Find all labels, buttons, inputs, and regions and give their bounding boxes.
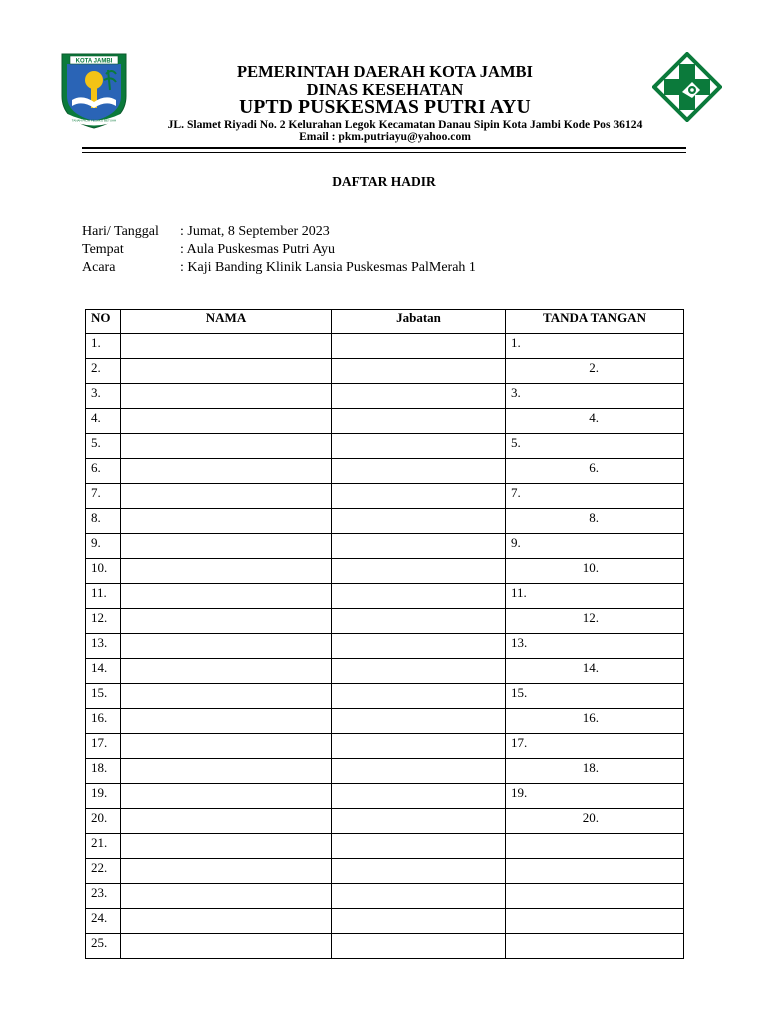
name-cell[interactable] bbox=[121, 509, 332, 534]
table-row bbox=[86, 659, 684, 684]
table-row bbox=[86, 684, 684, 709]
position-cell[interactable] bbox=[332, 884, 506, 909]
name-cell[interactable] bbox=[121, 484, 332, 509]
signature-cell[interactable]: 13. bbox=[506, 634, 684, 659]
name-cell[interactable] bbox=[121, 384, 332, 409]
signature-cell[interactable]: 4. bbox=[506, 409, 684, 434]
position-cell[interactable] bbox=[332, 584, 506, 609]
name-cell[interactable] bbox=[121, 459, 332, 484]
header-divider-thin bbox=[82, 152, 686, 153]
position-cell[interactable] bbox=[332, 334, 506, 359]
position-cell[interactable] bbox=[332, 759, 506, 784]
header-divider-thick bbox=[82, 147, 686, 149]
signature-cell[interactable]: 6. bbox=[506, 459, 684, 484]
table-row bbox=[86, 384, 684, 409]
row-number: 16. bbox=[86, 709, 121, 734]
kota-jambi-emblem-icon bbox=[58, 50, 130, 130]
signature-cell[interactable]: 20. bbox=[506, 809, 684, 834]
table-row bbox=[86, 609, 684, 634]
info-event-label: Acara bbox=[82, 260, 116, 275]
name-cell[interactable] bbox=[121, 859, 332, 884]
signature-cell[interactable] bbox=[506, 884, 684, 909]
name-cell[interactable] bbox=[121, 559, 332, 584]
row-number: 9. bbox=[86, 534, 121, 559]
signature-cell[interactable] bbox=[506, 909, 684, 934]
position-cell[interactable] bbox=[332, 859, 506, 884]
name-cell[interactable] bbox=[121, 934, 332, 959]
signature-cell[interactable]: 12. bbox=[506, 609, 684, 634]
table-row bbox=[86, 734, 684, 759]
signature-cell[interactable]: 14. bbox=[506, 659, 684, 684]
row-number: 6. bbox=[86, 459, 121, 484]
row-number: 8. bbox=[86, 509, 121, 534]
info-event-value: : Kaji Banding Klinik Lansia Puskesmas PalMerah 1 bbox=[180, 260, 476, 275]
position-cell[interactable] bbox=[332, 534, 506, 559]
header-no: NO bbox=[86, 310, 121, 334]
position-cell[interactable] bbox=[332, 459, 506, 484]
row-number: 23. bbox=[86, 884, 121, 909]
position-cell[interactable] bbox=[332, 709, 506, 734]
signature-cell[interactable] bbox=[506, 859, 684, 884]
name-cell[interactable] bbox=[121, 634, 332, 659]
table-row bbox=[86, 709, 684, 734]
name-cell[interactable] bbox=[121, 834, 332, 859]
header-signature: TANDA TANGAN bbox=[506, 310, 684, 334]
table-row bbox=[86, 584, 684, 609]
position-cell[interactable] bbox=[332, 609, 506, 634]
signature-cell[interactable]: 7. bbox=[506, 484, 684, 509]
position-cell[interactable] bbox=[332, 909, 506, 934]
signature-cell[interactable]: 5. bbox=[506, 434, 684, 459]
table-row bbox=[86, 534, 684, 559]
signature-cell[interactable]: 18. bbox=[506, 759, 684, 784]
header-department: DINAS KESEHATAN bbox=[306, 80, 464, 99]
position-cell[interactable] bbox=[332, 634, 506, 659]
table-row bbox=[86, 909, 684, 934]
name-cell[interactable] bbox=[121, 409, 332, 434]
name-cell[interactable] bbox=[121, 434, 332, 459]
header-name: NAMA bbox=[121, 310, 332, 334]
signature-cell[interactable] bbox=[506, 934, 684, 959]
table-row bbox=[86, 759, 684, 784]
table-row bbox=[86, 359, 684, 384]
name-cell[interactable] bbox=[121, 584, 332, 609]
signature-cell[interactable]: 1. bbox=[506, 334, 684, 359]
info-place-label: Tempat bbox=[82, 242, 124, 257]
row-number: 25. bbox=[86, 934, 121, 959]
position-cell[interactable] bbox=[332, 734, 506, 759]
name-cell[interactable] bbox=[121, 709, 332, 734]
position-cell[interactable] bbox=[332, 509, 506, 534]
table-row bbox=[86, 859, 684, 884]
row-number: 18. bbox=[86, 759, 121, 784]
name-cell[interactable] bbox=[121, 684, 332, 709]
signature-cell[interactable]: 11. bbox=[506, 584, 684, 609]
name-cell[interactable] bbox=[121, 909, 332, 934]
position-cell[interactable] bbox=[332, 484, 506, 509]
signature-cell[interactable]: 8. bbox=[506, 509, 684, 534]
position-cell[interactable] bbox=[332, 834, 506, 859]
name-cell[interactable] bbox=[121, 784, 332, 809]
row-number: 7. bbox=[86, 484, 121, 509]
info-date-label: Hari/ Tanggal bbox=[82, 224, 159, 239]
row-number: 21. bbox=[86, 834, 121, 859]
name-cell[interactable] bbox=[121, 334, 332, 359]
table-row bbox=[86, 434, 684, 459]
signature-cell[interactable] bbox=[506, 834, 684, 859]
header-email: Email : pkm.putriayu@yahoo.com bbox=[299, 130, 471, 143]
signature-cell[interactable]: 10. bbox=[506, 559, 684, 584]
table-row bbox=[86, 934, 684, 959]
position-cell[interactable] bbox=[332, 934, 506, 959]
attendance-table bbox=[85, 309, 684, 959]
signature-cell[interactable]: 17. bbox=[506, 734, 684, 759]
row-number: 19. bbox=[86, 784, 121, 809]
row-number: 11. bbox=[86, 584, 121, 609]
table-row bbox=[86, 409, 684, 434]
table-header-row bbox=[86, 310, 684, 334]
table-row bbox=[86, 634, 684, 659]
position-cell[interactable] bbox=[332, 359, 506, 384]
row-number: 22. bbox=[86, 859, 121, 884]
header-institution: UPTD PUSKESMAS PUTRI AYU bbox=[239, 97, 531, 118]
row-number: 15. bbox=[86, 684, 121, 709]
name-cell[interactable] bbox=[121, 809, 332, 834]
name-cell[interactable] bbox=[121, 734, 332, 759]
row-number: 20. bbox=[86, 809, 121, 834]
position-cell[interactable] bbox=[332, 659, 506, 684]
table-row bbox=[86, 559, 684, 584]
position-cell[interactable] bbox=[332, 409, 506, 434]
position-cell[interactable] bbox=[332, 809, 506, 834]
name-cell[interactable] bbox=[121, 609, 332, 634]
table-row bbox=[86, 884, 684, 909]
document-title: DAFTAR HADIR bbox=[332, 174, 436, 189]
table-row bbox=[86, 484, 684, 509]
table-row bbox=[86, 834, 684, 859]
position-cell[interactable] bbox=[332, 434, 506, 459]
info-place-value: : Aula Puskesmas Putri Ayu bbox=[180, 242, 336, 257]
header-government: PEMERINTAH DAERAH KOTA JAMBI bbox=[237, 62, 533, 81]
row-number: 24. bbox=[86, 909, 121, 934]
row-number: 2. bbox=[86, 359, 121, 384]
logo-motto-text: TANAH PILIH PESAKO BETUAH bbox=[71, 118, 117, 123]
row-number: 4. bbox=[86, 409, 121, 434]
name-cell[interactable] bbox=[121, 759, 332, 784]
signature-cell[interactable]: 15. bbox=[506, 684, 684, 709]
row-number: 1. bbox=[86, 334, 121, 359]
table-row bbox=[86, 809, 684, 834]
table-row bbox=[86, 459, 684, 484]
position-cell[interactable] bbox=[332, 684, 506, 709]
name-cell[interactable] bbox=[121, 884, 332, 909]
name-cell[interactable] bbox=[121, 659, 332, 684]
position-cell[interactable] bbox=[332, 559, 506, 584]
signature-cell[interactable]: 16. bbox=[506, 709, 684, 734]
row-number: 17. bbox=[86, 734, 121, 759]
signature-cell[interactable]: 3. bbox=[506, 384, 684, 409]
row-number: 5. bbox=[86, 434, 121, 459]
table-row bbox=[86, 509, 684, 534]
header-position: Jabatan bbox=[332, 310, 506, 334]
signature-cell[interactable]: 19. bbox=[506, 784, 684, 809]
name-cell[interactable] bbox=[121, 534, 332, 559]
position-cell[interactable] bbox=[332, 384, 506, 409]
table-row bbox=[86, 784, 684, 809]
puskesmas-logo-icon bbox=[652, 52, 722, 122]
position-cell[interactable] bbox=[332, 784, 506, 809]
row-number: 13. bbox=[86, 634, 121, 659]
signature-cell[interactable]: 2. bbox=[506, 359, 684, 384]
table-row bbox=[86, 334, 684, 359]
name-cell[interactable] bbox=[121, 359, 332, 384]
row-number: 12. bbox=[86, 609, 121, 634]
header-address: JL. Slamet Riyadi No. 2 Kelurahan Legok Kecamatan Danau Sipin Kota Jambi Kode Pos 36124 bbox=[167, 118, 643, 131]
row-number: 3. bbox=[86, 384, 121, 409]
info-date-value: : Jumat, 8 September 2023 bbox=[180, 224, 330, 239]
row-number: 10. bbox=[86, 559, 121, 584]
signature-cell[interactable]: 9. bbox=[506, 534, 684, 559]
row-number: 14. bbox=[86, 659, 121, 684]
logo-city-text: KOTA JAMBI bbox=[75, 58, 113, 65]
